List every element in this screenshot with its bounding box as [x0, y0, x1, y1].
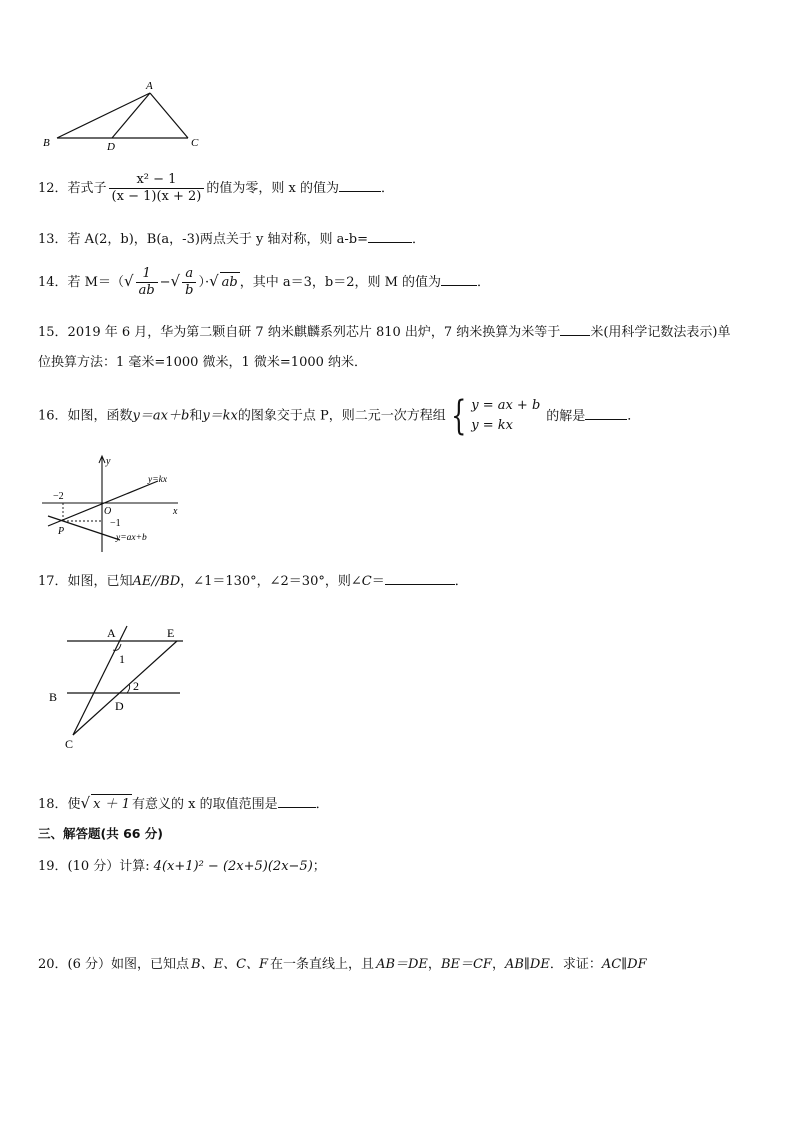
q18-prefix: 18．使 — [38, 797, 81, 812]
label-c: C — [65, 737, 74, 751]
q12-numerator: x² − 1 — [109, 172, 205, 189]
label-angle-2: 2 — [133, 679, 139, 693]
label-d: D — [115, 699, 124, 713]
q19-end: ； — [312, 859, 326, 874]
q17-prefix: 17．如图，已知 — [38, 574, 133, 589]
q13-answer-blank[interactable] — [368, 228, 412, 243]
q20-goal: AC∥DF — [601, 957, 647, 972]
q12-fraction — [109, 172, 205, 205]
q12-answer-blank[interactable] — [339, 177, 381, 192]
q17-eq: ＝ — [371, 574, 385, 589]
q20-proof: ．求证： — [549, 957, 602, 972]
q17-rest: ，∠1＝130°，∠2＝30°，则∠ — [180, 574, 362, 589]
q17-angle-c: C — [361, 574, 372, 589]
q14-f1-num: 1 — [136, 266, 158, 283]
segment-ac — [150, 93, 188, 138]
question-17 — [38, 570, 468, 592]
q17-condition: AE//BD — [132, 574, 181, 589]
q16-suffix: 的解是 — [546, 408, 586, 424]
question-15-line1 — [38, 321, 730, 343]
q19-expression: 4(x+1)² − (2x+5)(2x−5) — [153, 859, 313, 874]
label-origin: O — [104, 506, 112, 517]
q14-suffix: ，其中 a＝3，b＝2，则 M 的值为 — [239, 275, 442, 290]
q16-func-2: y＝kx — [202, 408, 238, 424]
label-p: P — [58, 526, 65, 537]
label-angle-1: 1 — [119, 652, 125, 666]
q18-answer-blank[interactable] — [278, 793, 316, 808]
label-neg1: −1 — [110, 518, 121, 529]
q15-line1-suffix: 米(用科学记数法表示)单 — [590, 325, 731, 340]
q16-func-1: y＝ax＋b — [132, 408, 190, 424]
label-y-kx: y=kx — [148, 475, 168, 485]
q20-prefix: 20．(6 分）如图，已知点 — [38, 957, 190, 972]
q20-cond-1: AB＝DE — [376, 957, 428, 972]
parallel-lines-figure — [45, 620, 195, 755]
question-19 — [38, 857, 326, 877]
q20-cond-3: AB∥DE — [504, 957, 550, 972]
q15-line1-prefix: 15．2019 年 6 月，华为第二颗自研 7 纳米麒麟系列芯片 810 出炉，7 纳米换算为米等于 — [38, 325, 561, 340]
q15-line2: 位换算方法：1 毫米=1000 微米，1 微米=1000 纳米． — [38, 355, 368, 370]
q20-cond-2: BE＝CF — [440, 957, 492, 972]
question-18: 18．使√ x ＋ 1 有意义的 x 的取值范围是 ． — [38, 793, 329, 815]
label-b: B — [49, 690, 58, 704]
line-ec — [73, 641, 177, 735]
q19-prefix: 19．(10 分）计算: — [38, 859, 150, 874]
label-b: B — [43, 137, 50, 149]
q14-minus: − — [159, 275, 171, 290]
label-y: y — [106, 456, 111, 467]
label-d: D — [107, 141, 115, 153]
question-20 — [38, 955, 647, 975]
q16-answer-blank[interactable] — [585, 405, 627, 420]
q20-mid: 在一条直线上，且 — [270, 957, 375, 972]
segment-ab — [57, 93, 150, 138]
q16-end: ． — [627, 408, 641, 424]
q17-answer-blank[interactable] — [385, 570, 455, 585]
q16-eq2: y = kx — [471, 418, 513, 433]
line-ac — [73, 626, 127, 735]
segment-ad — [112, 93, 150, 138]
q14-mid: ）· — [198, 275, 210, 290]
label-e: E — [167, 626, 175, 640]
q17-end: ． — [454, 574, 468, 589]
q13-end: ． — [412, 232, 426, 247]
q16-brace: { — [450, 393, 467, 439]
q16-eq1: y = ax + b — [471, 398, 541, 413]
q16-system — [471, 396, 540, 436]
q12-end: ． — [380, 181, 394, 196]
label-x: x — [173, 506, 178, 517]
q16-and: 和 — [189, 408, 203, 424]
question-12 — [38, 172, 394, 205]
q16-mid: 的图象交于点 P，则二元一次方程组 — [237, 408, 446, 424]
q12-suffix: 的值为零，则 x 的值为 — [206, 181, 339, 196]
q16-prefix: 16．如图，函数 — [38, 408, 133, 424]
graph-figure — [40, 452, 190, 557]
question-14: 14．若 M＝（√ $\frac{1}{ab}$ −√ $\frac{a}{b}$ ）·√ ab ，其中 a＝3，b＝2，则 M 的值为 ． — [38, 266, 491, 298]
q20-points: B、E、C、F — [191, 957, 269, 972]
q18-end: ． — [315, 797, 329, 812]
triangle-abc-figure — [40, 78, 210, 153]
label-c: C — [191, 137, 199, 149]
q13-text: 13．若 A(2，b)，B(a，-3)两点关于 y 轴对称，则 a-b= — [38, 232, 369, 247]
section-3-heading: 三、解答题(共 66 分) — [38, 826, 164, 841]
q18-suffix: 有意义的 x 的取值范围是 — [131, 797, 278, 812]
q20-sep-1: ， — [427, 957, 441, 972]
q20-sep-2: ， — [491, 957, 505, 972]
q14-f1-den: ab — [138, 283, 155, 298]
q14-sqrt-ab: ab — [220, 272, 240, 293]
q12-denominator: (x − 1)(x + 2) — [111, 189, 202, 204]
q14-f2-num: a — [182, 266, 196, 283]
q14-fraction-2 — [182, 266, 196, 299]
label-a: A — [107, 626, 116, 640]
label-a: A — [146, 80, 153, 92]
question-15-line2 — [38, 353, 367, 373]
q14-f2-den: b — [185, 283, 194, 298]
q14-end: ． — [477, 275, 491, 290]
question-13 — [38, 228, 425, 250]
q14-answer-blank[interactable] — [441, 271, 477, 286]
label-y-axb: y=ax+b — [116, 533, 147, 543]
q14-prefix: 14．若 M＝（ — [38, 275, 124, 290]
q15-answer-blank[interactable] — [560, 321, 590, 336]
question-16 — [38, 393, 641, 439]
q18-radicand: x ＋ 1 — [91, 794, 132, 815]
label-neg2: −2 — [53, 491, 64, 502]
q12-prefix: 12．若式子 — [38, 181, 107, 196]
q14-fraction-1 — [136, 266, 158, 299]
